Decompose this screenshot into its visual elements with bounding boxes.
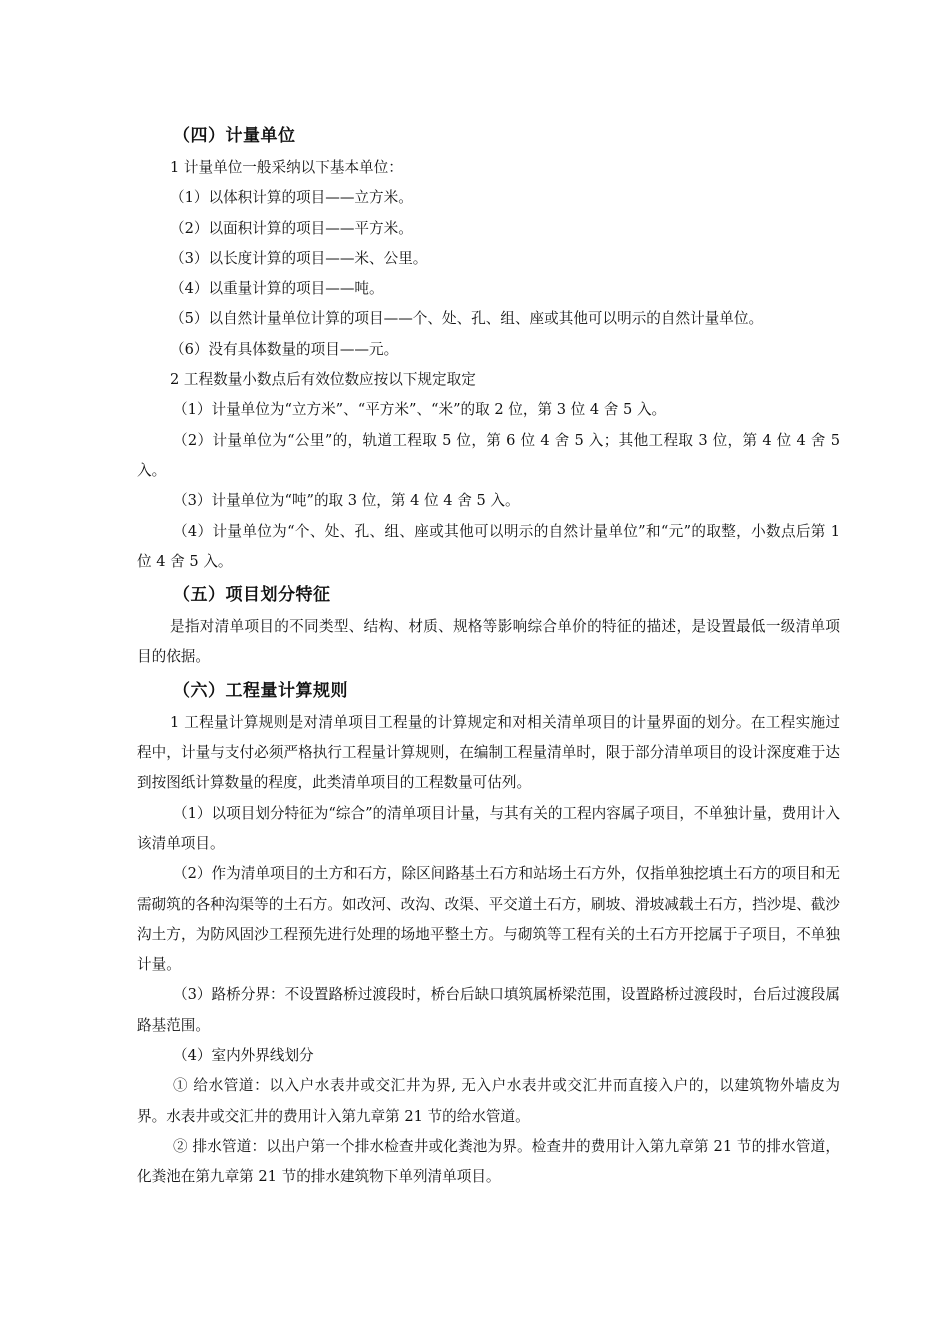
calc-item-water-supply: ① 给水管道：以入户水表井或交汇井为界, 无入户水表井或交汇井而直接入户的，以建筑物外墙皮为界。水表井或交汇井的费用计入第九章第 21 节的给水管道。 (137, 1077, 840, 1125)
calc-item-4: （4）室内外界线划分 (173, 1047, 314, 1065)
unit-item-6: （6）没有具体数量的项目——元。 (170, 340, 399, 358)
section-5-heading: （五）项目划分特征 (173, 585, 331, 606)
rule-item-4: （4）计量单位为“个、处、孔、组、座或其他可以明示的自然计量单位”和“元”的取整，小数点后第 1 位 4 舍 5 入。 (137, 522, 840, 570)
unit-item-5: （5）以自然计量单位计算的项目——个、处、孔、组、座或其他可以明示的自然计量单位。 (170, 310, 764, 328)
calc-item-3: （3）路桥分界：不设置路桥过渡段时，桥台后缺口填筑属桥梁范围，设置路桥过渡段时，台后过渡段属路基范围。 (137, 986, 840, 1034)
unit-item-1: （1）以体积计算的项目——立方米。 (170, 189, 413, 207)
rule-item-1: （1）计量单位为“立方米”、“平方米”、“米”的取 2 位，第 3 位 4 舍 5 入。 (173, 401, 667, 419)
section-4-rule-intro: 2 工程数量小数点后有效位数应按以下规定取定 (170, 371, 476, 389)
rule-item-3: （3）计量单位为“吨”的取 3 位，第 4 位 4 舍 5 入。 (173, 492, 520, 510)
calc-item-1: （1）以项目划分特征为“综合”的清单项目计量，与其有关的工程内容属子项目，不单独计量，费用计入该清单项目。 (137, 804, 840, 852)
calc-item-drainage: ② 排水管道：以出户第一个排水检查井或化粪池为界。检查井的费用计入第九章第 21 节的排水管道，化粪池在第九章第 21 节的排水建筑物下单列清单项目。 (137, 1137, 840, 1186)
section-5-paragraph: 是指对清单项目的不同类型、结构、材质、规格等影响综合单价的特征的描述，是设置最低一级清单项目的依据。 (137, 618, 840, 666)
section-6-intro: 1 工程量计算规则是对清单项目工程量的计算规定和对相关清单项目的计量界面的划分。在工程实施过程中，计量与支付必须严格执行工程量计算规则，在编制工程量清单时，限于部分清单项目的设计深度难于达到按图纸计算数量的程度，此类清单项目的工程数量可估列。 (137, 713, 840, 792)
section-4-intro: 1 计量单位一般采纳以下基本单位： (170, 159, 403, 176)
section-4-heading: （四）计量单位 (173, 126, 296, 146)
unit-item-4: （4）以重量计算的项目——吨。 (170, 280, 384, 298)
rule-item-2: （2）计量单位为“公里”的，轨道工程取 5 位，第 6 位 4 舍 5 入；其他工程取 3 位，第 4 位 4 舍 5 入。 (137, 431, 840, 479)
section-6-heading: （六）工程量计算规则 (173, 680, 348, 701)
document-body (137, 118, 840, 1193)
unit-item-2: （2）以面积计算的项目——平方米。 (170, 219, 413, 237)
unit-item-3: （3）以长度计算的项目——米、公里。 (170, 249, 428, 267)
calc-item-2: （2）作为清单项目的土方和石方，除区间路基土石方和站场土石方外，仅指单独挖填土石方的项目和无需砌筑的各种沟渠等的土石方。如改河、改沟、改渠、平交道土石方，刷坡、滑坡减载土石方，挡沙堤、截沙沟土方，为防风固沙工程预先进行处理的场地平整土方。与砌筑等工程有关的土石方开挖属于子项目，不单独计量。 (137, 865, 840, 974)
